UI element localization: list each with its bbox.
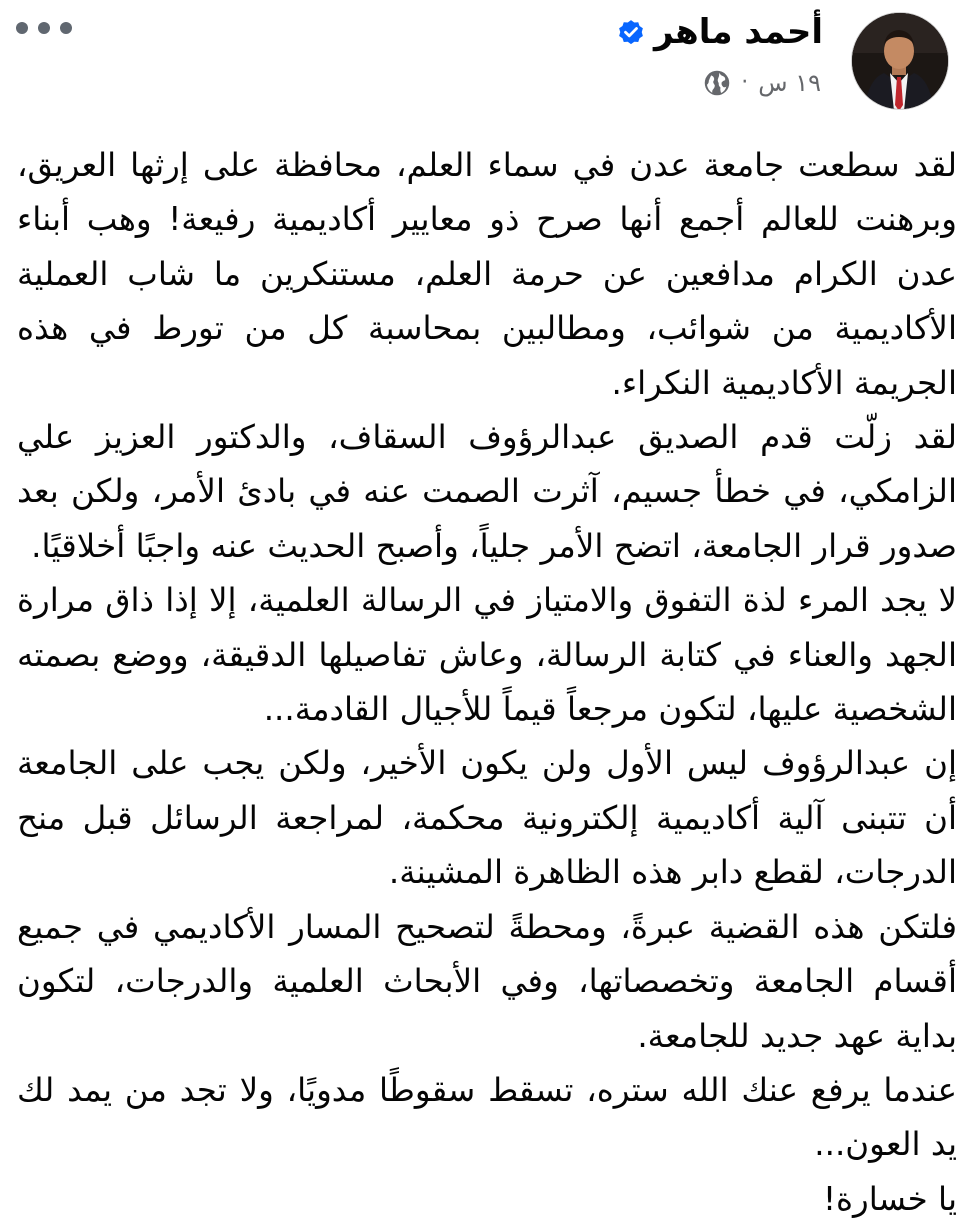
post-header	[0, 0, 971, 120]
author-row	[616, 10, 823, 54]
post-paragraph: لقد سطعت جامعة عدن في سماء العلم، محافظة على إرثها العريق، وبرهنت للعالم أجمع أنها صرح ذو معايير أكاديمية رفيعة! وهب أبناء عدن الكرام مدافعين عن حرمة العلم، مستنكرين ما شاب العملية الأكاديمية من شوائب، ومطالبين بمحاسبة كل من تورط في هذه الجريمة الأكاديمية النكراء.	[17, 146, 957, 402]
meta-separator: ·	[741, 70, 749, 95]
author-name[interactable]: أحمد ماهر	[654, 12, 823, 52]
post-body	[17, 138, 957, 1226]
post-paragraph: لقد زلّت قدم الصديق عبدالرؤوف السقاف، والدكتور العزيز علي الزامكي، في خطأ جسيم، آثرت الصمت عنه في بادئ الأمر، ولكن بعد صدور قرار الجامعة، اتضح الأمر جلياً، وأصبح الحديث عنه واجبًا أخلاقيًا.	[17, 418, 957, 565]
post-paragraph: يا خسارة!	[822, 1179, 957, 1218]
avatar[interactable]	[851, 12, 949, 110]
verified-badge-icon	[616, 17, 646, 47]
post-paragraph: لا يجد المرء لذة التفوق والامتياز في الرسالة العلمية، إلا إذا ذاق مرارة الجهد والعناء في كتابة الرسالة، وعاش تفاصيلها الدقيقة، ووضع بصمته الشخصية عليها، لتكون مرجعاً قيماً للأجيال القادمة...	[17, 581, 957, 729]
more-options-dot	[60, 22, 72, 34]
more-options-button[interactable]	[16, 14, 72, 42]
more-options-dot	[16, 22, 28, 34]
post-meta	[703, 66, 821, 100]
post-paragraph: إن عبدالرؤوف ليس الأول ولن يكون الأخير، ولكن يجب على الجامعة أن تتبنى آلية أكاديمية إلكترونية محكمة، لمراجعة الرسائل قبل منح الدرجات، لقطع دابر هذه الظاهرة المشينة.	[17, 744, 957, 892]
post-timestamp[interactable]: ١٩ س	[758, 69, 821, 97]
globe-icon[interactable]	[703, 69, 731, 97]
post-paragraph: عندما يرفع عنك الله ستره، تسقط سقوطًا مدويًا، ولا تجد من يمد لك يد العون...	[17, 1070, 957, 1164]
post-paragraph: فلتكن هذه القضية عبرةً، ومحطةً لتصحيح المسار الأكاديمي في جميع أقسام الجامعة وتخصصاتها، وفي الأبحاث العلمية والدرجات، لتكون بداية عهد جديد للجامعة.	[17, 907, 957, 1055]
avatar-photo	[851, 13, 948, 110]
more-options-dot	[38, 22, 50, 34]
